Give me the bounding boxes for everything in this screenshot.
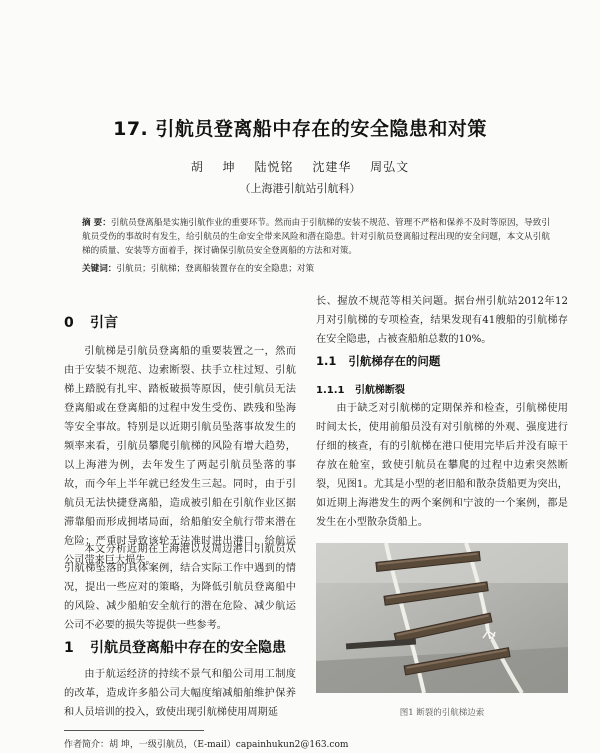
figure-caption: 图1 断裂的引航梯边索 xyxy=(399,708,485,718)
author-list xyxy=(0,158,600,175)
keywords-text: 引航员；引航梯；登离船装置存在的安全隐患；对策 xyxy=(116,264,315,274)
keywords-label: 关键词： xyxy=(82,264,117,274)
article-title: 17. 引航员登离船中存在的安全隐患和对策 xyxy=(113,118,487,140)
section-number: 0 xyxy=(64,315,74,331)
subsubsection-heading-ladder-break xyxy=(316,381,405,396)
subsubsection-title: 引航梯断裂 xyxy=(354,385,405,396)
author-affiliation: （上海港引航站引航科） xyxy=(239,182,361,195)
intro-paragraph-1: 引航梯是引航员登离船的重要装置之一，然而由于安装不规范、边索断裂、扶手立柱过短、引航梯上踏脱有扎牢、踏板破损等原因，使引航员无法登离船或在登离船的过程中发生受伤、跌残和坠海等安全事故。特别是以近期引航员坠落事故发生的频率来看，引航员攀爬引航梯的风险有增大趋势，以上海港为例，去年发生了两起引航员坠落的事故，而今年上半年就已经发生三起。同时，由于引航员无法快捷登离船，造成被引船在引航作业区据滞靠船而形成拥堵局面，给船舶安全航行带来潜在危险；严重时导致该轮无法准时进出港口，给航运公司带来巨大损失。 xyxy=(64,346,296,566)
abstract-label: 摘 要： xyxy=(82,218,111,228)
subsection-title: 引航梯存在的问题 xyxy=(348,354,441,368)
author-footnote: 作者简介：胡 坤，一级引航员，（E-mail）capainhukun2@163.com xyxy=(64,740,349,750)
section-heading-hazards xyxy=(64,637,286,657)
ladder-break-paragraph: 由于缺乏对引航梯的定期保养和检查，引航梯使用时间太长，使用前船员没有对引航梯的外观、强度进行仔细的核查，有的引航梯在港口使用完毕后并没有晾干存放在舱室，致使引航员在攀爬的过程中边索突然断裂，见图1。尤其是小型的老旧船和散杂货船更为突出，如近期上海港发生的两个案例和宁波的一个案例，都是发生在小型散杂货船上。 xyxy=(316,403,568,528)
subsubsection-number: 1.1.1 xyxy=(316,385,345,396)
footnote-divider xyxy=(64,730,204,731)
keywords xyxy=(82,262,550,274)
abstract-text: 引航员登离船是实施引航作业的重要环节。然而由于引航梯的安装不规范、管理不严格和保养不及时等原因，导致引航员受伤的事故时有发生，给引航员的生命安全带来风险和潜在隐患。针对引航员登离船过程出现的安全问题，本文从引航梯的质量、安装等方面着手，探讨确保引航员安全登离船的方法和对策。 xyxy=(82,218,550,256)
author-name: 胡 坤 xyxy=(190,160,236,174)
section-number: 1 xyxy=(64,640,74,656)
col2-continuation-paragraph: 长、握放不规范等相关问题。据台州引航站2012年12月对引航梯的专项检查，结果发现有41艘船的引航梯存在安全隐患，占被查船舶总数的10%。 xyxy=(316,296,568,345)
author-name: 陆悦铭 xyxy=(254,160,294,174)
section-title: 引言 xyxy=(90,315,118,331)
subsection-heading-ladder-issues xyxy=(316,353,440,369)
abstract xyxy=(82,216,550,258)
hazards-paragraph-1: 由于航运经济的持续不景气和船公司用工制度的改革，造成许多船公司大幅度缩减船舶维护保养和人员培训的投入，致使出现引航梯使用周期延 xyxy=(64,669,296,718)
intro-paragraph-2: 本文分析近期在上海港以及周边港口引航员从引航梯坠落的具体案例，结合实际工作中遇到的情况，提出一些应对的策略，为降低引航员登离船中的风险、减少船舶安全航行的潜在危险、减少航运公司不必要的损失等提供一些参考。 xyxy=(64,544,296,631)
author-name: 沈建华 xyxy=(312,160,352,174)
figure-broken-ladder xyxy=(316,543,568,693)
broken-pilot-ladder-image xyxy=(316,543,568,693)
section-title: 引航员登离船中存在的安全隐患 xyxy=(90,640,286,656)
subsection-number: 1.1 xyxy=(316,354,337,368)
section-heading-intro xyxy=(64,312,118,332)
author-name: 周弘文 xyxy=(370,160,410,174)
